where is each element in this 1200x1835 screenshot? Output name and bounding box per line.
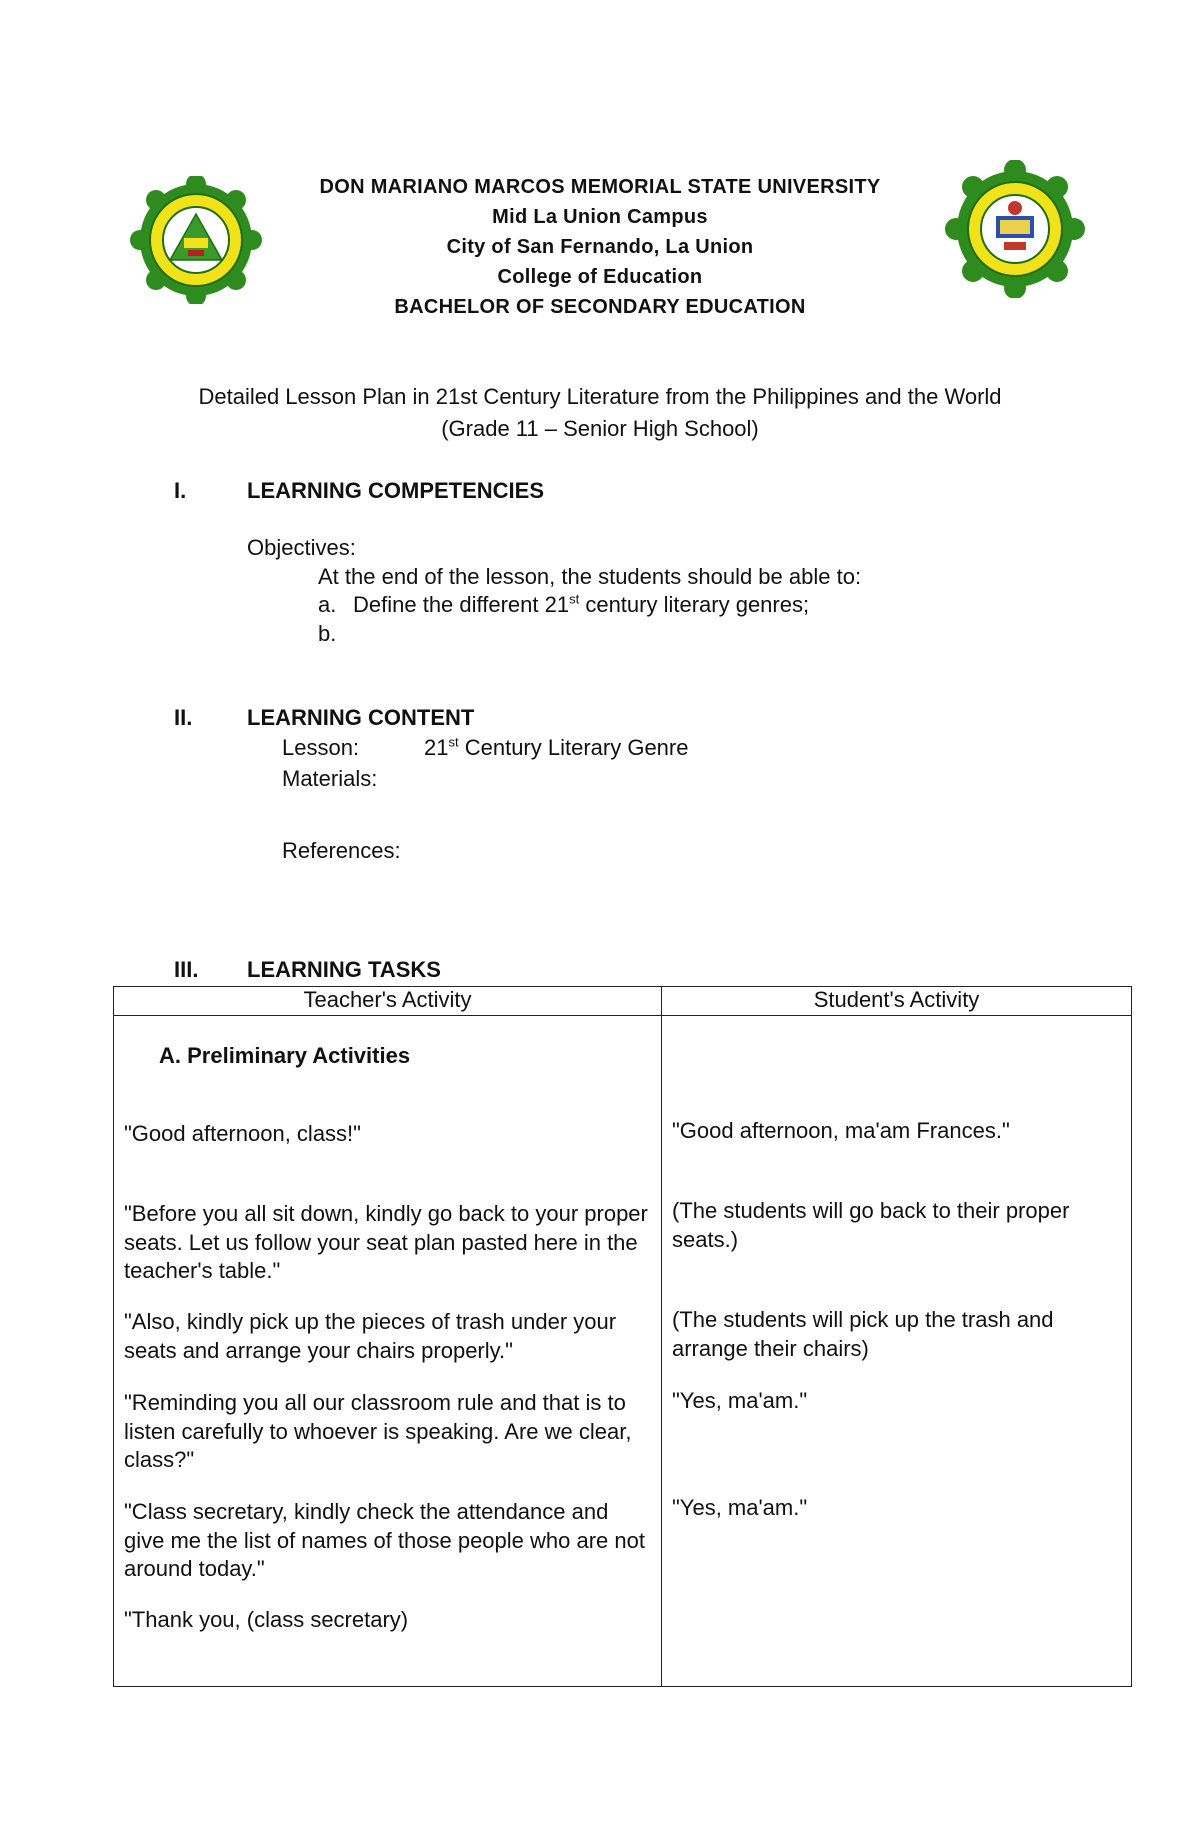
- campus-name: Mid La Union Campus: [492, 206, 708, 228]
- lesson-plan-title: Detailed Lesson Plan in 21st Century Literature from the Philippines and the World: [198, 384, 1002, 409]
- objectives-label: Objectives:: [247, 535, 356, 560]
- lesson-value: 21st Century Literary Genre: [424, 734, 689, 760]
- section-3-title: LEARNING TASKS: [247, 957, 441, 982]
- teacher-activity-header: Teacher's Activity: [114, 987, 662, 1016]
- section-1-title: LEARNING COMPETENCIES: [247, 478, 545, 503]
- teacher-line: "Thank you, (class secretary): [124, 1607, 409, 1632]
- lesson-plan-title-block: [0, 381, 1200, 445]
- preliminary-activities-heading: A. Preliminary Activities: [159, 1043, 411, 1068]
- city-name: City of San Fernando, La Union: [446, 236, 754, 258]
- student-line: "Yes, ma'am.": [672, 1388, 808, 1413]
- student-line: (The students will go back to their proper seats.): [672, 1198, 1070, 1252]
- student-line: (The students will pick up the trash and arrange their chairs): [672, 1307, 1054, 1361]
- teacher-line: "Good afternoon, class!": [124, 1121, 361, 1146]
- teacher-line: "Reminding you all our classroom rule and that is to listen carefully to whoever is speaking. Are we clear, class?": [124, 1390, 632, 1472]
- section-2-title: LEARNING CONTENT: [247, 705, 475, 730]
- student-activity-cell: [662, 1016, 1132, 1687]
- references-label: References:: [282, 838, 401, 863]
- teacher-line: "Also, kindly pick up the pieces of trash under your seats and arrange your chairs properly.": [124, 1309, 617, 1363]
- teacher-line: "Class secretary, kindly check the attendance and give me the list of names of those people who are not around today.": [124, 1499, 645, 1581]
- learning-tasks-table: [113, 986, 1132, 1687]
- teacher-line: "Before you all sit down, kindly go back to your proper seats. Let us follow your seat plan pasted here in the teacher's table.": [124, 1201, 648, 1283]
- student-line: "Yes, ma'am.": [672, 1495, 808, 1520]
- section-1-number: I.: [174, 478, 187, 503]
- section-2-number: II.: [174, 705, 193, 730]
- college-name: College of Education: [497, 266, 703, 288]
- teacher-activity-cell: [114, 1016, 662, 1687]
- objectives-intro: At the end of the lesson, the students should be able to:: [318, 564, 862, 589]
- objective-item-a: Define the different 21st century literary genres;: [353, 591, 810, 617]
- materials-label: Materials:: [282, 766, 378, 791]
- objective-marker-a: a.: [318, 592, 337, 617]
- student-activity-header: Student's Activity: [662, 987, 1132, 1016]
- program-name: BACHELOR OF SECONDARY EDUCATION: [394, 296, 806, 318]
- student-line: "Good afternoon, ma'am Frances.": [672, 1118, 1010, 1143]
- objective-marker-b: b.: [318, 621, 337, 646]
- lesson-label: Lesson:: [282, 735, 360, 760]
- lesson-plan-subtitle: (Grade 11 – Senior High School): [441, 416, 759, 441]
- institution-header: [0, 172, 1200, 322]
- section-3-number: III.: [174, 957, 199, 982]
- university-name: DON MARIANO MARCOS MEMORIAL STATE UNIVERSITY: [319, 176, 881, 198]
- table-header-row: [114, 987, 1132, 1016]
- table-row: [114, 1016, 1132, 1687]
